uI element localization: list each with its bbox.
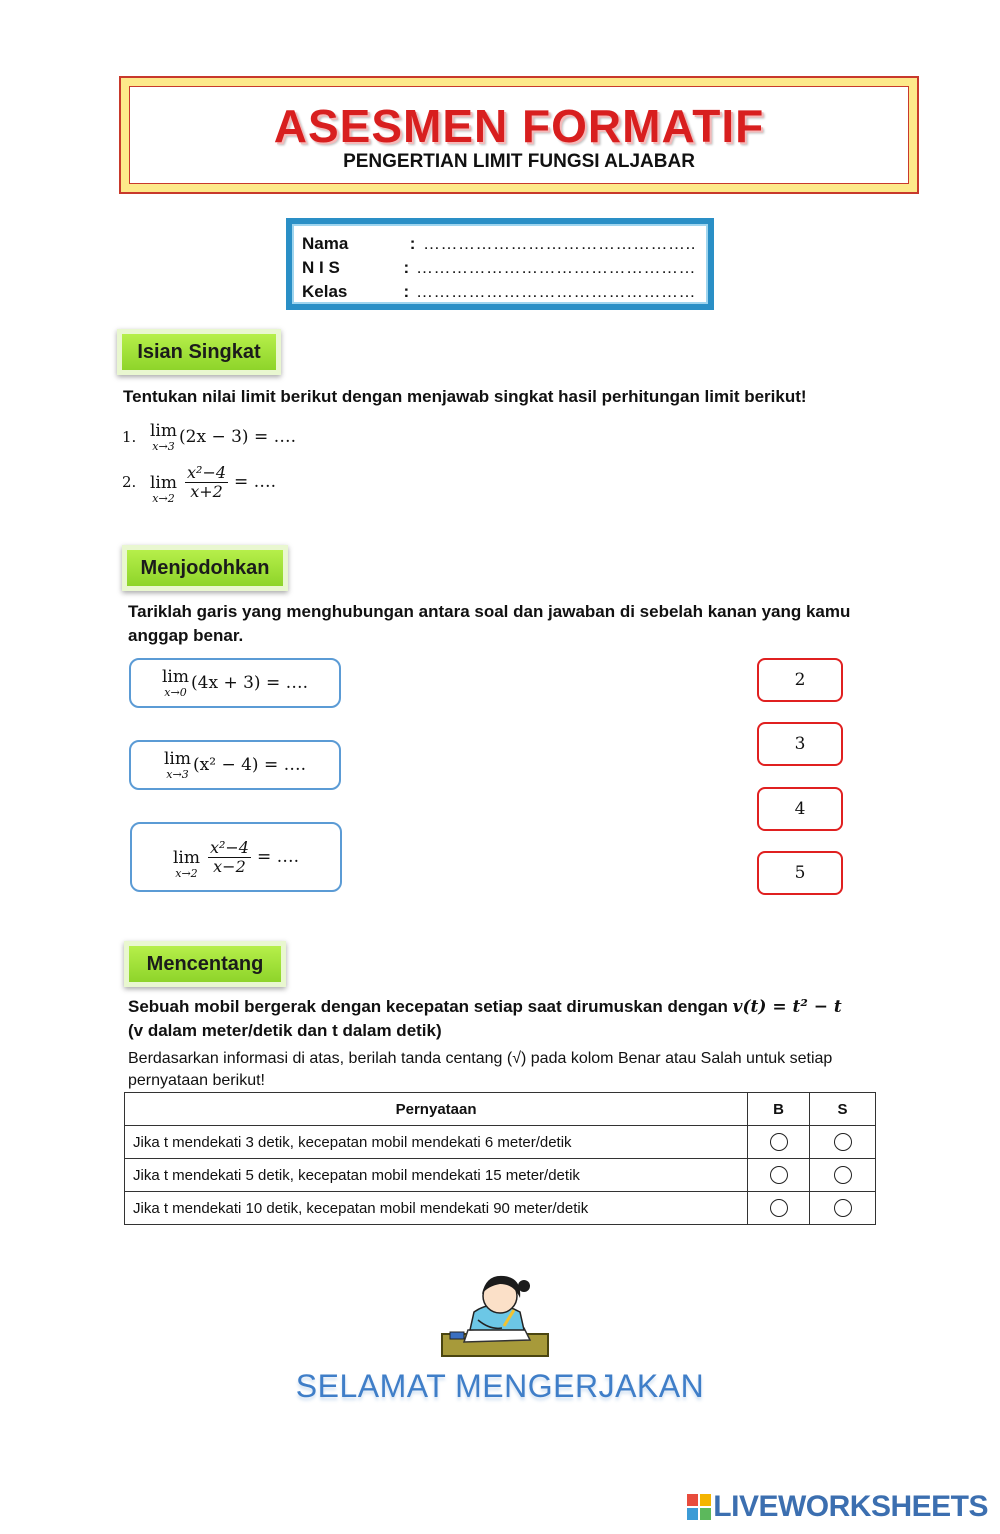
section3-problem	[128, 995, 888, 1043]
radio-benar-3[interactable]	[770, 1199, 788, 1217]
title-banner	[119, 76, 919, 194]
identity-label: N I S	[302, 258, 340, 277]
limit-operator: lim x→2	[172, 847, 200, 880]
header-benar: B	[748, 1093, 810, 1126]
identity-colon: :	[403, 258, 410, 277]
identity-row-nama	[302, 232, 696, 256]
radio-salah-2[interactable]	[834, 1166, 852, 1184]
limit-operator: lim x→0	[162, 666, 189, 699]
section3-instruction: Berdasarkan informasi di atas, berilah tanda centang (√) pada kolom Benar atau Salah untuk setiap pernyataan berikut!	[128, 1050, 833, 1089]
question-1	[122, 421, 296, 453]
statement-text: Jika t mendekati 3 detik, kecepatan mobil mendekati 6 meter/detik	[125, 1126, 748, 1159]
nis-field[interactable]: …………………………………………	[416, 258, 696, 277]
match-answer-4[interactable]: 4	[757, 787, 843, 831]
radio-benar-1[interactable]	[770, 1133, 788, 1151]
page-subtitle: PENGERTIAN LIMIT FUNGSI ALJABAR	[343, 151, 695, 172]
limit-expression: (x² − 4) = ….	[193, 755, 306, 775]
radio-salah-1[interactable]	[834, 1133, 852, 1151]
identity-colon: :	[409, 234, 416, 253]
identity-row-nis	[302, 256, 696, 280]
limit-equals: = ….	[234, 472, 277, 492]
question-number: 2.	[122, 473, 137, 491]
identity-box	[286, 218, 714, 310]
limit-operator: lim x→3	[164, 748, 191, 781]
radio-salah-3[interactable]	[834, 1199, 852, 1217]
identity-label: Kelas	[302, 282, 348, 301]
table-row	[125, 1159, 876, 1192]
table-row	[125, 1126, 876, 1159]
student-writing-illustration	[438, 1268, 552, 1364]
brand-logo	[687, 1490, 988, 1524]
limit-equals: = ….	[256, 847, 300, 867]
match-question-3[interactable]	[130, 822, 342, 892]
table-row	[125, 1192, 876, 1225]
hair-bun-shape	[518, 1280, 530, 1292]
section-menjodohkan: Menjodohkan	[122, 545, 288, 591]
section-mencentang: Mencentang	[124, 941, 286, 987]
table-header-row	[125, 1093, 876, 1126]
answer-input-1[interactable]	[296, 421, 356, 449]
class-field[interactable]: …………………………………………	[416, 282, 696, 301]
statement-table	[124, 1092, 876, 1225]
limit-expression: (4x + 3) = ….	[191, 673, 308, 693]
match-question-1[interactable]	[129, 658, 341, 708]
identity-colon: :	[403, 282, 410, 301]
velocity-formula: v(t) = t² − t	[732, 997, 842, 1017]
limit-operator: lim x→3	[150, 420, 177, 453]
identity-label: Nama	[302, 234, 349, 253]
name-field[interactable]: ………………………………………..	[423, 234, 696, 253]
closing-message: SELAMAT MENGERJAKAN	[295, 1368, 705, 1404]
limit-operator: lim x→2	[150, 472, 177, 505]
match-answer-3[interactable]: 3	[757, 722, 843, 766]
problem-units: (v dalam meter/detik dan t dalam detik)	[128, 1021, 442, 1040]
liveworksheets-logo-icon	[687, 1494, 711, 1520]
match-question-2[interactable]	[129, 740, 341, 790]
identity-row-kelas	[302, 280, 696, 304]
match-answer-5[interactable]: 5	[757, 851, 843, 895]
section2-instruction: Tariklah garis yang menghubungan antara soal dan jawaban di sebelah kanan yang kamu anggap benar.	[128, 602, 851, 645]
section-isian-singkat: Isian Singkat	[117, 329, 281, 375]
limit-expression: (2x − 3) = ….	[179, 427, 296, 447]
question-number: 1.	[122, 428, 137, 446]
page-title: ASESMEN FORMATIF	[273, 100, 765, 152]
brand-name: LIVEWORKSHEETS	[713, 1490, 988, 1523]
limit-fraction: $\frac{\text{x²−4}}{x+2}$	[187, 462, 227, 501]
section1-instruction: Tentukan nilai limit berikut dengan menjawab singkat hasil perhitungan limit berikut!	[123, 387, 807, 406]
statement-text: Jika t mendekati 5 detik, kecepatan mobil mendekati 15 meter/detik	[125, 1159, 748, 1192]
statement-text: Jika t mendekati 10 detik, kecepatan mobil mendekati 90 meter/detik	[125, 1192, 748, 1225]
match-answer-2[interactable]: 2	[757, 658, 843, 702]
radio-benar-2[interactable]	[770, 1166, 788, 1184]
eraser-shape	[450, 1332, 464, 1339]
problem-text: Sebuah mobil bergerak dengan kecepatan setiap saat dirumuskan dengan	[128, 997, 733, 1016]
header-salah: S	[810, 1093, 876, 1126]
question-2	[122, 460, 276, 504]
limit-fraction: $\frac{\text{x²−4}}{x-2}$	[209, 837, 249, 876]
header-pernyataan: Pernyataan	[125, 1093, 748, 1126]
